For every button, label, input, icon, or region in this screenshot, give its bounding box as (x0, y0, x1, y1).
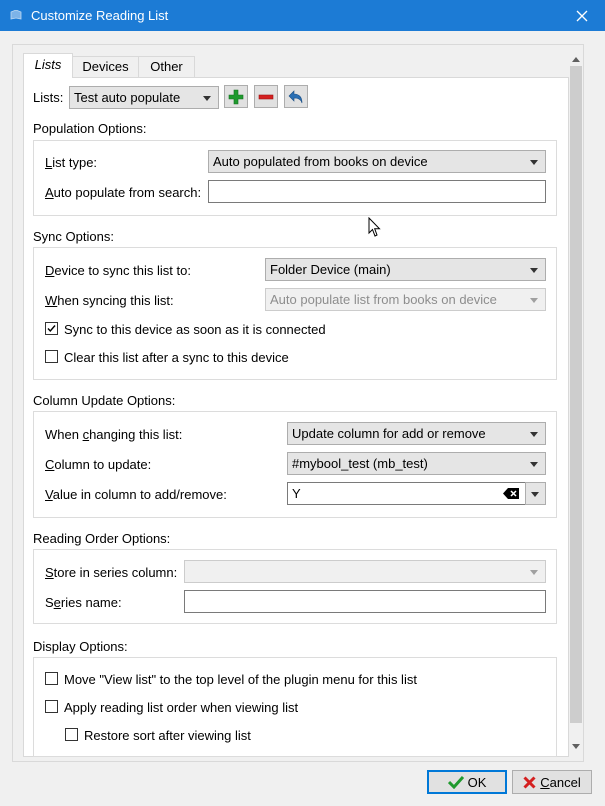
sync-options-title: Sync Options: (33, 229, 114, 244)
apply-order-label[interactable]: Apply reading list order when viewing list (64, 700, 299, 715)
chevron-down-icon (203, 96, 211, 101)
lists-label: Lists: (33, 90, 64, 105)
checkmark-icon (46, 323, 57, 334)
device-sync-select[interactable] (265, 258, 546, 281)
close-button[interactable] (559, 0, 605, 31)
title-bar (0, 0, 605, 31)
lists-select[interactable] (69, 86, 219, 109)
cancel-label: Cancel (540, 774, 581, 790)
tab-devices[interactable]: Devices (72, 56, 139, 77)
chevron-down-icon (530, 298, 538, 303)
series-name-input[interactable] (184, 590, 546, 613)
chevron-down-icon (530, 268, 538, 273)
ok-label: OK (467, 774, 487, 790)
clear-text-icon[interactable] (503, 488, 519, 499)
sync-on-connect-checkbox[interactable] (45, 322, 58, 335)
value-add-remove-input[interactable] (287, 482, 526, 505)
column-to-update-select[interactable] (287, 452, 546, 475)
vertical-scrollbar[interactable] (569, 52, 583, 754)
auto-populate-search-input[interactable] (208, 180, 546, 203)
when-syncing-select[interactable] (265, 288, 546, 311)
add-list-button[interactable] (224, 85, 248, 108)
window-title: Customize Reading List (31, 8, 169, 23)
series-column-label: Store in series column: (45, 565, 178, 580)
checkmark-icon (448, 775, 464, 789)
tab-lists[interactable]: Lists (23, 53, 73, 78)
ok-button[interactable] (427, 770, 507, 794)
chevron-down-icon (530, 432, 538, 437)
value-history-dropdown[interactable] (525, 482, 546, 505)
cancel-button[interactable] (512, 770, 592, 794)
move-view-list-label[interactable]: Move "View list" to the top level of the plugin menu for this list (64, 672, 417, 687)
value-add-remove-label: Value in column to add/remove: (45, 487, 227, 502)
remove-list-button[interactable] (254, 85, 278, 108)
when-changing-value: Update column for add or remove (292, 426, 486, 441)
when-changing-label: When changing this list: (45, 427, 183, 442)
series-column-select[interactable] (184, 560, 546, 583)
chevron-down-icon (530, 570, 538, 575)
device-sync-label: Device to sync this list to: (45, 263, 191, 278)
series-name-label: Series name: (45, 595, 122, 610)
population-options-title: Population Options: (33, 121, 147, 136)
auto-populate-search-label: Auto populate from search: (45, 185, 202, 200)
clear-after-sync-checkbox[interactable] (45, 350, 58, 363)
value-add-remove-value: Y (292, 486, 301, 501)
plus-icon (228, 89, 244, 105)
chevron-down-icon (530, 462, 538, 467)
column-update-title: Column Update Options: (33, 393, 176, 408)
restore-sort-label[interactable]: Restore sort after viewing list (84, 728, 251, 743)
chevron-down-icon (530, 160, 538, 165)
restore-sort-checkbox[interactable] (65, 728, 78, 741)
clear-after-sync-label[interactable]: Clear this list after a sync to this device (64, 350, 289, 365)
apply-order-checkbox[interactable] (45, 700, 58, 713)
list-type-select[interactable] (208, 150, 546, 173)
move-view-list-checkbox[interactable] (45, 672, 58, 685)
scroll-up-icon[interactable] (572, 57, 580, 62)
chevron-down-icon (531, 492, 539, 497)
sync-on-connect-label[interactable]: Sync to this device as soon as it is connected (64, 322, 326, 337)
reading-order-title: Reading Order Options: (33, 531, 171, 546)
display-options-title: Display Options: (33, 639, 128, 654)
close-icon (576, 10, 588, 22)
device-sync-value: Folder Device (main) (270, 262, 391, 277)
column-to-update-label: Column to update: (45, 457, 152, 472)
when-syncing-value: Auto populate list from books on device (270, 292, 497, 307)
scroll-thumb[interactable] (570, 66, 582, 723)
when-syncing-label: When syncing this list: (45, 293, 174, 308)
list-type-value: Auto populated from books on device (213, 154, 428, 169)
tab-other[interactable]: Other (138, 56, 195, 77)
cancel-x-icon (523, 776, 536, 789)
app-icon (10, 10, 22, 20)
reset-list-button[interactable] (284, 85, 308, 108)
list-type-label: List type: (45, 155, 98, 170)
when-changing-select[interactable] (287, 422, 546, 445)
undo-icon (288, 89, 304, 105)
scroll-down-icon[interactable] (572, 744, 580, 749)
column-to-update-value: #mybool_test (mb_test) (292, 456, 428, 471)
lists-select-value: Test auto populate (74, 90, 181, 105)
minus-icon (258, 89, 274, 105)
mouse-cursor-icon (368, 217, 382, 238)
